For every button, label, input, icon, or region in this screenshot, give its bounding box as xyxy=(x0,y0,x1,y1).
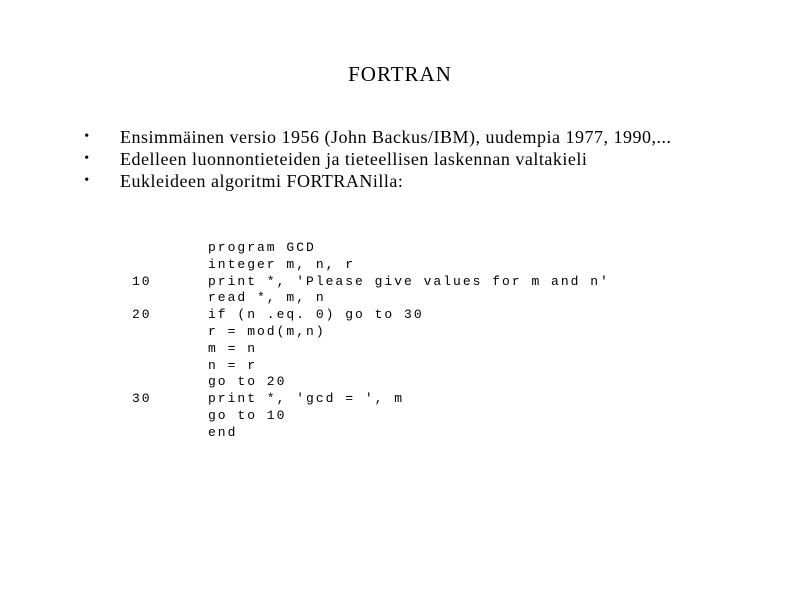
code-line xyxy=(132,290,326,307)
code-line-text: read *, m, n xyxy=(208,290,326,306)
code-line xyxy=(132,240,316,257)
bullet-icon: • xyxy=(84,173,90,188)
code-line-text: if (n .eq. 0) go to 30 xyxy=(208,307,424,323)
bullet-icon: • xyxy=(84,129,90,144)
bullet-item xyxy=(82,170,782,192)
code-line-text: go to 10 xyxy=(208,407,287,423)
bullet-icon: • xyxy=(84,151,90,166)
code-line-text: n = r xyxy=(208,357,258,373)
bullet-text: Edelleen luonnontieteiden ja tieteellisen laskennan valtakieli xyxy=(120,149,588,169)
code-line-label: 20 xyxy=(132,307,152,323)
code-line-text: m = n xyxy=(208,340,258,356)
code-line xyxy=(132,307,424,324)
code-line xyxy=(132,374,287,391)
bullet-text: Eukleideen algoritmi FORTRANilla: xyxy=(120,171,404,191)
code-line-text: go to 20 xyxy=(208,374,287,390)
bullet-item xyxy=(82,126,782,148)
slide-title: FORTRAN xyxy=(348,62,452,86)
code-listing xyxy=(132,240,610,442)
code-line xyxy=(132,391,405,408)
code-line xyxy=(132,323,326,341)
code-line-text: integer m, n, r xyxy=(208,256,356,272)
code-line xyxy=(132,273,610,291)
bullet-item xyxy=(82,148,782,170)
code-line xyxy=(132,407,287,425)
code-line-label: 30 xyxy=(132,391,152,407)
code-line-text: end xyxy=(208,424,238,440)
code-line-text: print *, 'Please give values for m and n' xyxy=(208,273,610,289)
code-line-text: print *, 'gcd = ', m xyxy=(208,391,405,407)
code-line-label: 10 xyxy=(132,273,152,289)
code-line xyxy=(132,340,258,358)
code-line xyxy=(132,357,258,375)
code-line xyxy=(132,424,238,442)
code-line-text: r = mod(m,n) xyxy=(208,323,326,339)
bullet-list xyxy=(82,126,782,192)
code-line xyxy=(132,256,356,274)
code-line-text: program GCD xyxy=(208,240,316,255)
bullet-text: Ensimmäinen versio 1956 (John Backus/IBM), uudempia 1977, 1990,... xyxy=(120,127,672,147)
